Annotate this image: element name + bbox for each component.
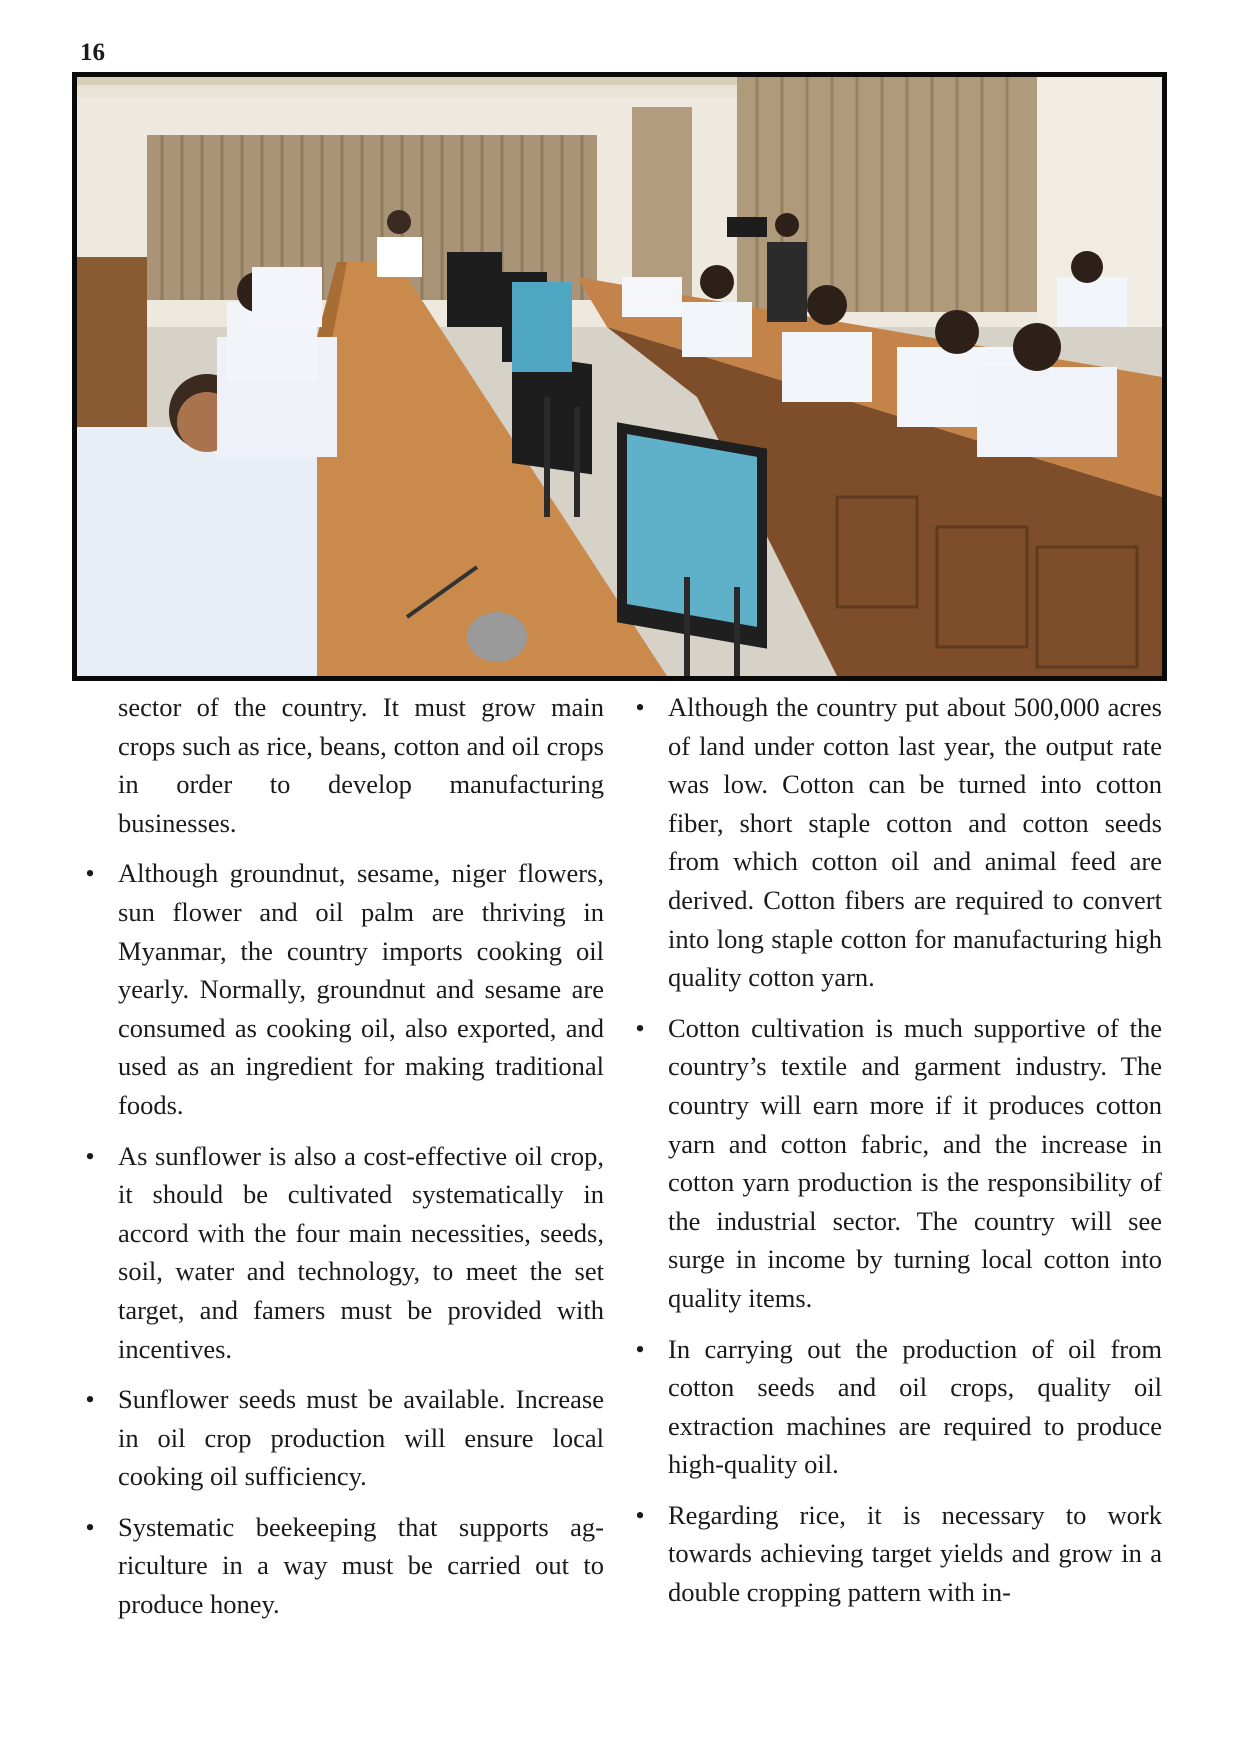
right-bullet-list: [630, 688, 1162, 1612]
left-bullet-list: [80, 854, 604, 1623]
list-item-text: Although groundnut, sesame, niger flowers, sun flower and oil palm are thriving in Myanmar, the country imports cooking oil yearly. Normally, groundnut and sesame are consumed as cooking oil, also exported, and used as an ingredient for making traditional foods.: [118, 858, 604, 1120]
bullet-icon: •: [85, 1384, 95, 1415]
bullet-icon: •: [635, 1333, 645, 1364]
bullet-icon: •: [85, 1511, 95, 1542]
list-item: [630, 1009, 1162, 1318]
left-text-column: [80, 688, 604, 1624]
bullet-icon: •: [85, 858, 95, 889]
right-text-column: [630, 688, 1162, 1612]
list-item: [630, 1496, 1162, 1612]
bullet-icon: •: [85, 1140, 95, 1171]
list-item: [80, 854, 604, 1124]
list-item: [630, 688, 1162, 997]
continuation-paragraph: sector of the country. It must grow main crops such as rice, beans, cotton and oil crops in order to develop manufacturing businesses.: [118, 692, 604, 838]
page-number: 16: [80, 39, 105, 66]
bullet-icon: •: [635, 692, 645, 722]
list-item: [630, 1330, 1162, 1484]
list-item-text: Sunflower seeds must be available. Increase in oil crop production will ensure local cooking oil sufficiency.: [118, 1384, 604, 1492]
list-item-text: Systematic beekeeping that supports agriculture in a way must be carried out to produce honey.: [118, 1511, 604, 1620]
list-item: [80, 1380, 604, 1496]
list-item: [80, 1508, 604, 1624]
list-item-text: Although the country put about 500,000 acres of land under cotton last year, the output rate was low. Cotton can be turned into cotton fiber, short staple cotton and cotton seeds from which cotton oil and animal feed are derived. Cotton fibers are required to convert into long staple cotton for manufacturing high quality cotton yarn.: [668, 692, 1162, 993]
bullet-icon: •: [635, 1499, 645, 1530]
list-item-text: In carrying out the production of oil from cotton seeds and oil crops, quality oil extraction machines are required to produce high-quality oil.: [668, 1333, 1162, 1480]
meeting-room-photo: [72, 72, 1167, 681]
list-item: [80, 1137, 604, 1369]
list-item-text: Regarding rice, it is necessary to work towards achieving target yields and grow in a double cropping pattern with in-: [668, 1499, 1162, 1608]
bullet-icon: •: [635, 1012, 645, 1043]
list-item-text: Cotton cultivation is much supportive of the country’s textile and garment industry. The country will earn more if it produces cotton yarn and cotton fabric, and the increase in cotton yarn production is the responsibility of the industrial sector. The country will see surge in income by turning local cotton into quality items.: [668, 1012, 1162, 1313]
list-item-text: As sunflower is also a cost-effective oil crop, it should be cultivated systematically in accord with the four main necessities, seeds, soil, water and technology, to meet the set target, and famers must be provided with incentives.: [118, 1140, 604, 1364]
meeting-photo-illustration: [77, 77, 1162, 676]
